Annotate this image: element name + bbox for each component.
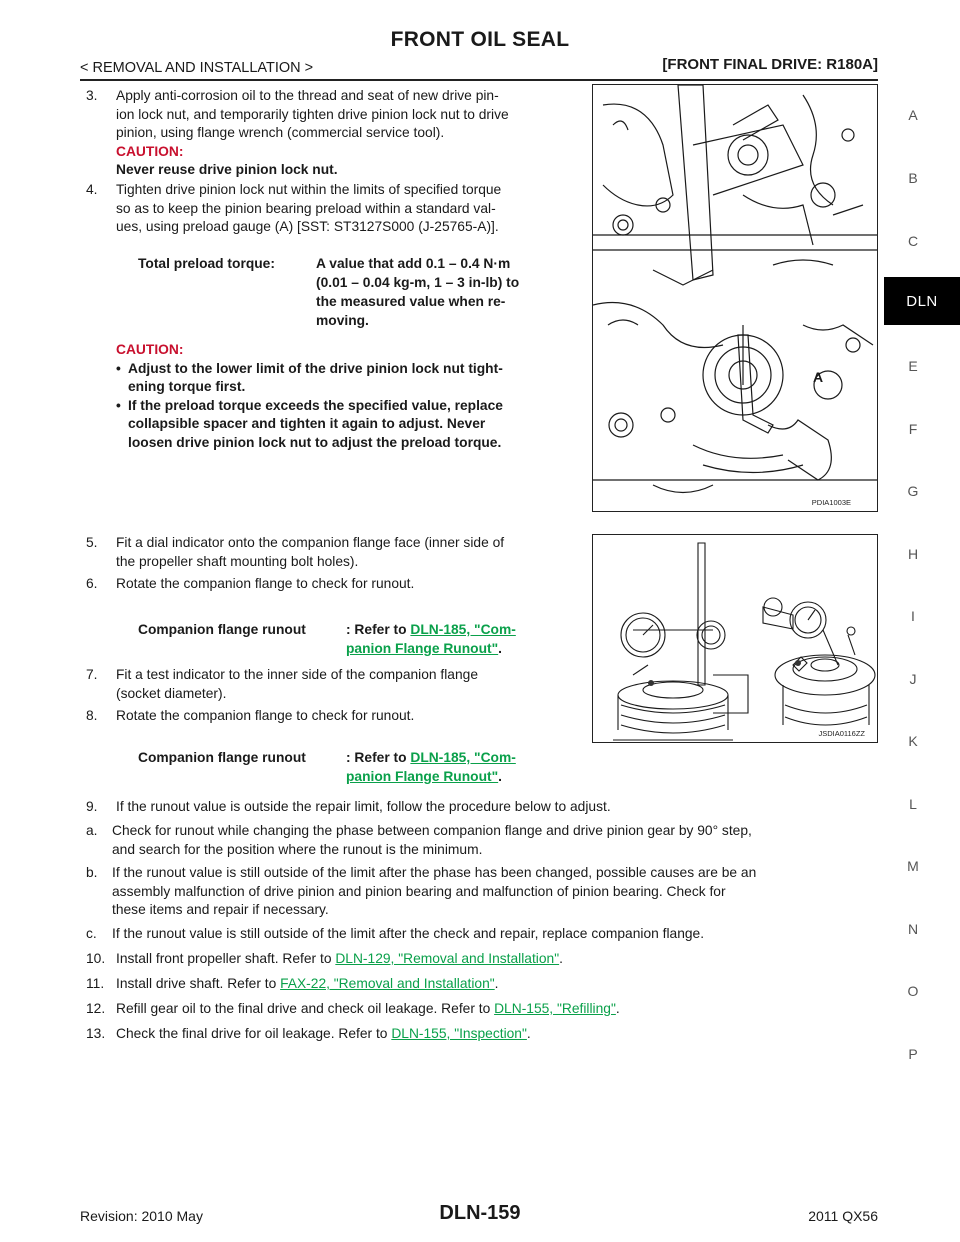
step-number: 9. — [86, 799, 98, 814]
preload-spec-value — [316, 254, 576, 330]
step-12 — [86, 1000, 878, 1019]
spec-line: the measured value when re- — [316, 294, 506, 309]
preload-spec-label: Total preload torque: — [138, 256, 275, 271]
step-7 — [86, 666, 578, 703]
step-number: 10. — [86, 951, 106, 966]
side-index-b[interactable]: B — [908, 170, 918, 186]
step-8 — [86, 707, 578, 726]
preload-gauge-illustration — [593, 85, 878, 512]
step-text: assembly malfunction of drive pinion and pinion bearing and malfunction of pinion bearing. Check for — [112, 883, 726, 899]
step-number: 6. — [86, 576, 98, 591]
step-3 — [86, 87, 578, 180]
period: . — [615, 1001, 620, 1016]
refer-text: : Refer to — [346, 622, 411, 637]
removal-installation-link[interactable]: DLN-129, "Removal and Installation" — [335, 951, 560, 966]
step-6 — [86, 575, 578, 594]
step-text: Check for runout while changing the phase between companion flange and drive pinion gear by 90° step, — [112, 823, 752, 838]
step-number: 5. — [86, 535, 98, 550]
caution-text: collapsible spacer and tighten it again to adjust. Never — [128, 416, 486, 431]
step-number: 11. — [86, 976, 105, 991]
step-text: Rotate the companion flange to check for runout. — [116, 708, 415, 723]
step-number: a. — [86, 823, 98, 838]
step-text: Fit a test indicator to the inner side of the companion flange — [116, 667, 478, 682]
runout-spec-ref — [346, 620, 576, 658]
caution-bullet: • If the preload torque exceeds the specified value, replace — [116, 397, 578, 416]
step-number: 3. — [86, 88, 98, 103]
figure-callout-a: A — [813, 369, 824, 385]
header-rule — [80, 79, 878, 81]
step-10 — [86, 950, 878, 969]
runout-link[interactable]: DLN-185, "Com- — [410, 750, 516, 765]
runout-spec-label: Companion flange runout — [138, 622, 306, 637]
step-text: Install drive shaft. Refer to — [116, 976, 281, 991]
step-5 — [86, 534, 578, 571]
step-text: Tighten drive pinion lock nut within the limits of specified torque — [116, 182, 502, 197]
step-number: 7. — [86, 667, 98, 682]
runout-link[interactable]: panion Flange Runout" — [346, 641, 499, 656]
step-13 — [86, 1025, 878, 1044]
side-index-f[interactable]: F — [908, 421, 918, 437]
caution-text: loosen drive pinion lock nut to adjust the preload torque. — [128, 434, 502, 450]
period: . — [526, 1026, 531, 1041]
step-text: the propeller shaft mounting bolt holes). — [116, 553, 359, 569]
side-index-p[interactable]: P — [908, 1046, 918, 1062]
preload-gauge-figure — [592, 84, 878, 512]
caution-heading: CAUTION: — [116, 342, 184, 357]
step-text: (socket diameter). — [116, 685, 227, 701]
step-text: If the runout value is still outside of the limit after the check and repair, replace companion flange. — [112, 926, 705, 941]
side-index-n[interactable]: N — [907, 921, 919, 937]
runout-link[interactable]: DLN-185, "Com- — [410, 622, 516, 637]
side-index-active-tab[interactable]: DLN — [884, 277, 960, 325]
step-9c — [86, 925, 878, 944]
side-index-a[interactable]: A — [908, 107, 918, 123]
side-index-e[interactable]: E — [908, 358, 918, 374]
step-number: c. — [86, 926, 97, 941]
runout-spec-ref — [346, 748, 576, 786]
runout-spec-label: Companion flange runout — [138, 750, 306, 765]
spec-line: A value that add 0.1 – 0.4 N·m — [316, 256, 511, 271]
period: . — [494, 976, 499, 991]
drive-shaft-link[interactable]: FAX-22, "Removal and Installation" — [280, 976, 495, 991]
step-text: so as to keep the pinion bearing preload within a standard val- — [116, 200, 496, 216]
caution-bullet: • Adjust to the lower limit of the drive pinion lock nut tight- — [116, 360, 578, 379]
page-title: FRONT OIL SEAL — [390, 28, 570, 51]
caution-text: Never reuse drive pinion lock nut. — [116, 162, 338, 177]
section-breadcrumb[interactable]: < REMOVAL AND INSTALLATION > — [80, 60, 314, 76]
side-index-g[interactable]: G — [907, 483, 919, 499]
refer-text: . — [498, 769, 503, 784]
step-9 — [86, 798, 878, 817]
step-text: Fit a dial indicator onto the companion flange face (inner side of — [116, 535, 505, 550]
step-text: If the runout value is still outside of the limit after the phase has been changed, possible causes are be an — [112, 865, 757, 880]
caution-text: ening torque first. — [128, 379, 246, 394]
step-text: Apply anti-corrosion oil to the thread and seat of new drive pin- — [116, 88, 499, 103]
step-9a — [86, 822, 878, 859]
dial-indicator-illustration — [593, 535, 878, 743]
period: . — [559, 951, 563, 966]
figure-code: PDIA1003E — [811, 498, 851, 507]
step-text: Rotate the companion flange to check for runout. — [116, 576, 415, 591]
spec-line: moving. — [316, 313, 369, 328]
side-index-h[interactable]: H — [907, 546, 919, 562]
step-text: these items and repair if necessary. — [112, 902, 329, 917]
step-4 — [86, 181, 578, 237]
runout-link[interactable]: panion Flange Runout" — [346, 769, 499, 784]
step-text: ues, using preload gauge (A) [SST: ST3127S000 (J-25765-A)]. — [116, 219, 499, 234]
step-text: ion lock nut, and temporarily tighten drive pinion lock nut to drive — [116, 106, 509, 122]
model-year: 2011 QX56 — [808, 1208, 878, 1224]
revision-date: Revision: 2010 May — [80, 1208, 203, 1224]
side-index-c[interactable]: C — [907, 233, 919, 249]
caution-text: Adjust to the lower limit of the drive pinion lock nut tight- — [128, 360, 503, 376]
side-index-m[interactable]: M — [907, 858, 919, 874]
figure-code: JSDIA0116ZZ — [818, 729, 865, 738]
step-number: 8. — [86, 708, 98, 723]
step-text: If the runout value is outside the repair limit, follow the procedure below to adjust. — [116, 799, 611, 814]
step-11 — [86, 975, 878, 994]
step-number: b. — [86, 865, 98, 880]
step-text: Refill gear oil to the final drive and check oil leakage. Refer to — [116, 1001, 495, 1016]
side-index-o[interactable]: O — [907, 983, 919, 999]
step-number: 12. — [86, 1001, 106, 1016]
step-number: 4. — [86, 182, 98, 197]
inspection-link[interactable]: DLN-155, "Inspection" — [391, 1026, 527, 1041]
caution-heading: CAUTION: — [116, 143, 184, 159]
refilling-link[interactable]: DLN-155, "Refilling" — [494, 1001, 616, 1016]
page-number: DLN-159 — [439, 1202, 521, 1224]
dial-indicator-figure — [592, 534, 878, 743]
side-index-k[interactable]: K — [908, 733, 918, 749]
step-text: Install front propeller shaft. Refer to — [116, 951, 336, 966]
step-text: and search for the position where the runout is the minimum. — [112, 841, 483, 857]
step-text: pinion, using flange wrench (commercial service tool). — [116, 125, 445, 140]
step-4-caution — [116, 341, 578, 452]
step-number: 13. — [86, 1026, 106, 1041]
caution-text: If the preload torque exceeds the specified value, replace — [128, 397, 503, 413]
side-index-i[interactable]: I — [911, 608, 915, 624]
side-index-j[interactable]: J — [909, 671, 917, 687]
side-index-l[interactable]: L — [909, 796, 917, 812]
step-9b — [86, 864, 878, 920]
refer-text: . — [498, 641, 503, 656]
spec-line: (0.01 – 0.04 kg-m, 1 – 3 in-lb) to — [316, 275, 520, 290]
refer-text: : Refer to — [346, 750, 411, 765]
step-text: Check the final drive for oil leakage. Refer to — [116, 1026, 392, 1041]
category-label: [FRONT FINAL DRIVE: R180A] — [662, 56, 878, 73]
